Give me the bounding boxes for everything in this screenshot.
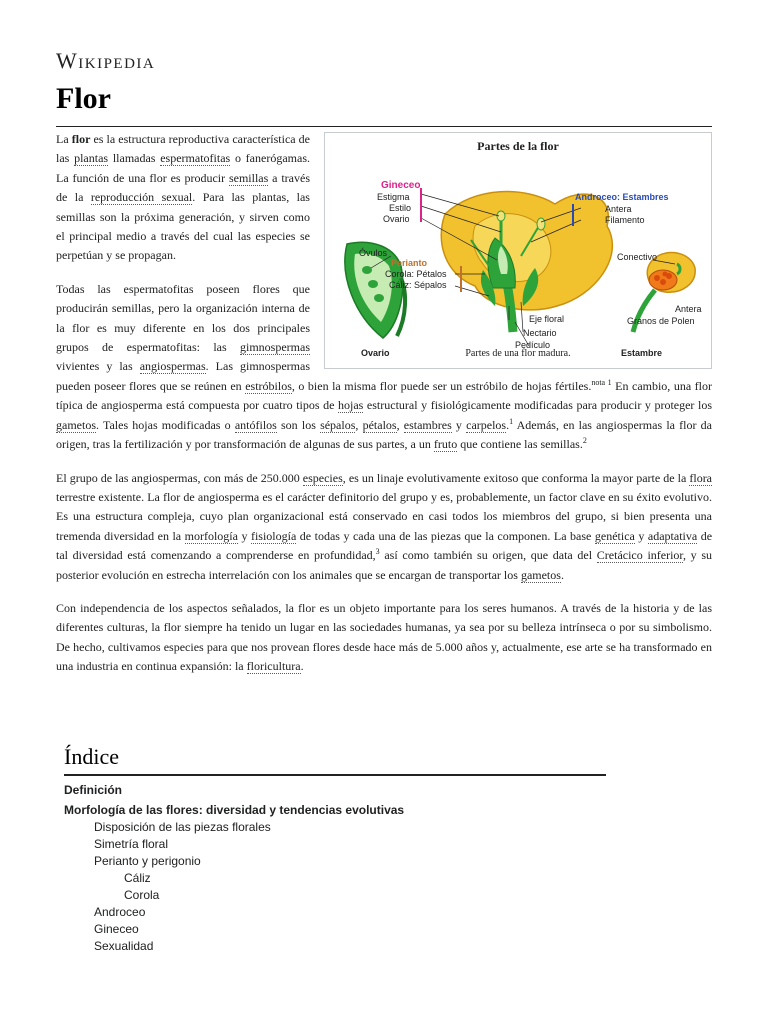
toc-item[interactable]: Perianto y perigonio <box>94 854 201 868</box>
link-angiospermas[interactable]: angiospermas <box>139 359 206 374</box>
label-granos: Granos de Polen <box>627 316 695 327</box>
ref-2[interactable]: 2 <box>582 436 587 446</box>
link-adaptativa[interactable]: adaptativa <box>647 528 698 543</box>
page-title: Flor <box>56 82 111 115</box>
toc-item[interactable]: Simetría floral <box>94 837 169 851</box>
link-cretacico[interactable]: Cretácico inferior <box>596 548 683 563</box>
paragraph-3: El grupo de las angiospermas, con más de 250.000 especies, es un linaje evolutivamente exitoso que conforma la mayor parte de la flora terrestre existente. La flor de angiosperma es el carácter definitorio del grupo y es, probablemente, un factor clave en su éxito evolutivo. Es una estructura compleja, cuyo plan organizacional está conservado en casi todos los miembros del grupo, si bien presenta una tremenda diversidad en la morfología y fisiología de todas y cada una de las piezas que la componen. La base genética y adaptativa de tal diversidad está comenzando a comprenderse en profundidad,$^3$ así como también su origen, que data del Cretácico inferior, y su posterior evolución en estrecha interrelación con los animales que se encargan de transportar los gametos. <box>56 470 713 582</box>
paragraph-4: Con independencia de los aspectos señalados, la flor es un objeto importante para los seres humanos. A través de la historia y de las diferentes culturas, la flor siempre ha tenido un lugar en las sociedades humanas, ya sea por su belleza intrínseca o por su simbolismo. De hecho, cultivamos especies para que nos provean flores desde hace más de 5.000 años y, actualmente, ese arte se ha transformado en una industria en continua expansión: la floricultura. <box>56 600 712 674</box>
link-gametos[interactable]: gametos <box>56 417 96 432</box>
toc-item[interactable]: Androceo <box>94 905 146 919</box>
link-gametos-2[interactable]: gametos <box>520 567 561 582</box>
link-hojas[interactable]: hojas <box>338 398 364 413</box>
link-morfologia[interactable]: morfología <box>184 528 238 543</box>
label-filamento: Filamento <box>605 215 645 226</box>
infobox-caption: Partes de una flor madura. <box>465 348 571 360</box>
label-corola: Corola: Pétalos <box>385 269 447 280</box>
label-ovario: Ovario <box>383 214 410 225</box>
label-perianto: Perianto <box>391 258 428 269</box>
link-plantas[interactable]: plantas <box>74 151 109 166</box>
label-pediculo: Pedículo <box>515 340 551 351</box>
ref-1[interactable]: 1 <box>509 416 514 426</box>
note-ref-1[interactable]: nota 1 <box>591 377 612 387</box>
ref-3[interactable]: 3 <box>375 547 380 557</box>
toc-item[interactable]: Sexualidad <box>94 939 154 953</box>
link-petalos[interactable]: pétalos <box>362 417 397 432</box>
label-estigma: Estigma <box>377 192 410 203</box>
toc-item[interactable]: Gineceo <box>94 922 139 936</box>
infobox <box>324 132 712 369</box>
article-body <box>56 130 712 691</box>
link-espermatofitas[interactable]: espermatofitas <box>160 151 231 166</box>
label-estilo: Estilo <box>389 203 412 214</box>
link-carpelos[interactable]: carpelos <box>466 417 507 432</box>
label-conectivo: Conectivo <box>617 252 658 263</box>
infobox-title: Partes de la flor <box>477 139 559 153</box>
toc-title: Índice <box>64 744 119 769</box>
paragraph-2: Todas las espermatofitas poseen flores que producirán semillas, pero la organización interna de la flor es muy diferente en los dos principales grupos de espermatofitas: las gimnospermas vivientes y las angiospermas. Las gimnospermas pueden poseer flores que se reúnen en estróbilos, o bien la misma flor puede ser un estróbilo de hojas fértiles.$^{nota 1}$ En cambio, una flor típica de angiosperma está compuesta por cuatro tipos de hojas estructural y fisiológicamente modificadas para producir y proteger los gametos. Tales hojas modificadas o antófilos son los sépalos, pétalos, estambres y carpelos.$^1$ Además, en las angiospermas la flor da origen, tras la fertilización y por transformación de algunas de sus partes, a un fruto que contiene las semillas.$^2$ <box>56 281 713 452</box>
label-antera: Antera <box>605 204 632 215</box>
link-semillas[interactable]: semillas <box>228 170 269 185</box>
toc-item[interactable]: Cáliz <box>124 871 151 885</box>
link-genetica[interactable]: genética <box>594 528 635 543</box>
link-antofilos[interactable]: antófilos <box>234 417 277 432</box>
label-gineceo: Gineceo <box>381 180 421 192</box>
label-caliz: Cáliz: Sépalos <box>389 280 447 291</box>
link-fisiologia[interactable]: fisiología <box>250 528 297 543</box>
toc-item[interactable]: Corola <box>124 888 160 902</box>
link-flora[interactable]: flora <box>689 470 713 485</box>
label-ovulos: Óvulos <box>359 248 388 259</box>
link-gimnospermas[interactable]: gimnospermas <box>240 340 310 355</box>
label-antera-2: Antera <box>675 304 702 315</box>
link-reproduccion-sexual[interactable]: reproducción sexual <box>90 190 193 205</box>
link-especies[interactable]: especies <box>302 470 343 485</box>
label-androceo: Androceo: Estambres <box>575 192 669 203</box>
term-flor: flor <box>71 132 91 146</box>
toc-item[interactable]: Disposición de las piezas florales <box>94 820 271 834</box>
link-estrobilos[interactable]: estróbilos <box>245 378 292 393</box>
link-fruto[interactable]: fruto <box>433 437 458 452</box>
link-floricultura[interactable]: floricultura <box>246 659 301 674</box>
wikipedia-logo[interactable]: Wikipedia <box>56 48 156 73</box>
title-divider <box>56 126 712 127</box>
table-of-contents <box>64 742 606 955</box>
flower-illustration <box>441 192 612 332</box>
link-estambres[interactable]: estambres <box>403 417 452 432</box>
label-estambre-big: Estambre <box>621 348 663 359</box>
paragraph-1: La flor es la estructura reproductiva característica de las plantas llamadas espermatofitas o fanerógamas. La función de una flor es producir semillas a través de la reproducción sexual. Para las plantas, las semillas son la próxima generación, y sirven como el principal medio a través del cual las especies se perpetúan y se propagan. <box>56 132 311 263</box>
label-eje: Eje floral <box>529 314 565 325</box>
link-sepalos[interactable]: sépalos <box>320 417 356 432</box>
toc-list <box>64 782 606 955</box>
toc-divider <box>64 774 606 776</box>
toc-item[interactable]: Definición <box>64 783 123 797</box>
label-ovario-big: Ovario <box>361 348 390 359</box>
label-nectario: Nectario <box>523 328 557 339</box>
toc-item[interactable]: Morfología de las flores: diversidad y tendencias evolutivas <box>64 803 405 817</box>
